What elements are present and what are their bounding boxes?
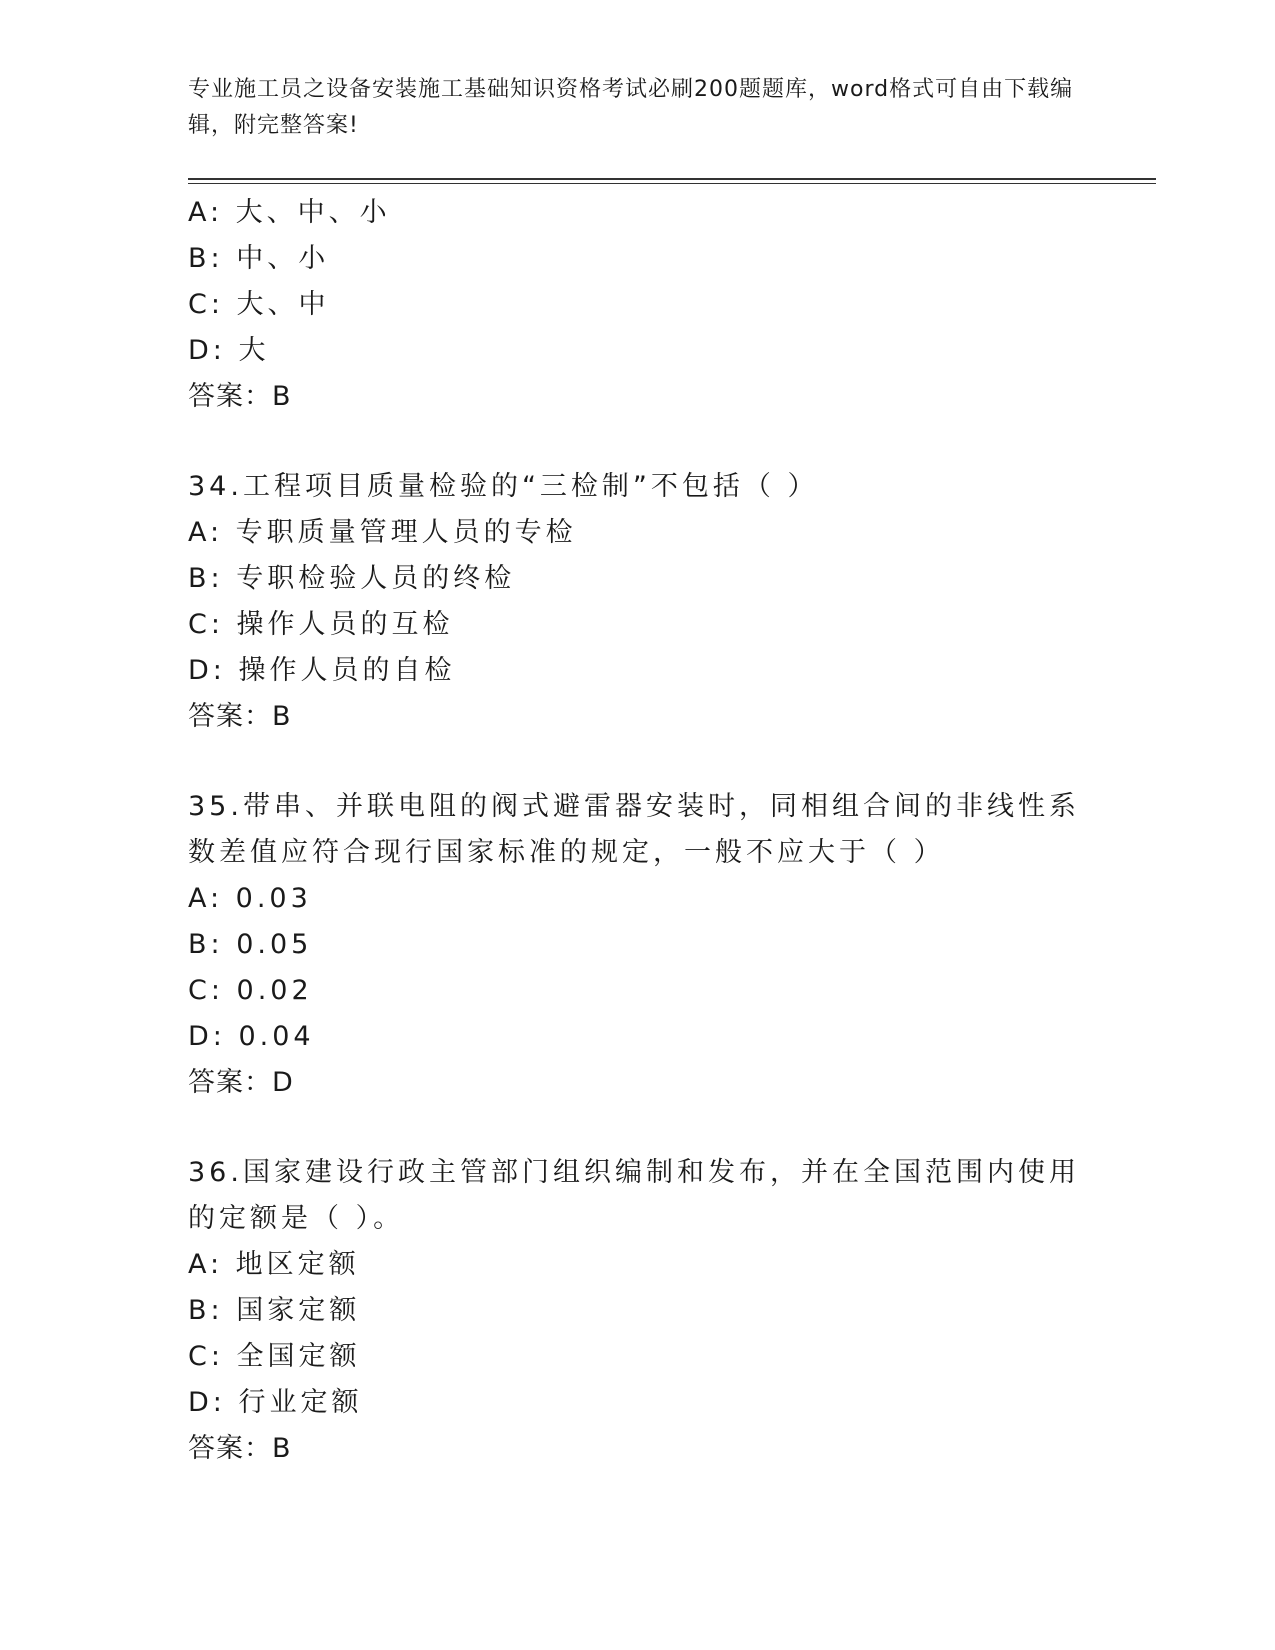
option-c: C: 0.02 bbox=[188, 975, 313, 1006]
option-a: A: 大、中、小 bbox=[188, 197, 391, 228]
option-d: D: 大 bbox=[188, 335, 270, 366]
question-35-block bbox=[188, 784, 1088, 1106]
question-content bbox=[188, 190, 1088, 1472]
question-text: 36.国家建设行政主管部门组织编制和发布，并在全国范围内使用的定额是（ ）。 bbox=[188, 1157, 1080, 1234]
question-text: 34.工程项目质量检验的“三检制”不包括（ ） bbox=[188, 471, 819, 502]
option-b: B: 0.05 bbox=[188, 929, 313, 960]
option-a: A: 专职质量管理人员的专检 bbox=[188, 517, 577, 548]
document-header: 专业施工员之设备安装施工基础知识资格考试必刷200题题库，word格式可自由下载编辑，附完整答案! bbox=[188, 77, 1074, 138]
option-a: A: 地区定额 bbox=[188, 1249, 360, 1280]
option-b: B: 专职检验人员的终检 bbox=[188, 563, 516, 594]
option-d: D: 0.04 bbox=[188, 1021, 315, 1052]
header-rule-thin bbox=[188, 183, 1156, 184]
question-text: 35.带串、并联电阻的阀式避雷器安装时，同相组合间的非线性系数差值应符合现行国家标准的规定，一般不应大于（ ） bbox=[188, 791, 1080, 868]
answer-line: 答案：B bbox=[188, 701, 292, 732]
option-c: C: 大、中 bbox=[188, 289, 330, 320]
option-b: B: 国家定额 bbox=[188, 1295, 361, 1326]
answer-line: 答案：B bbox=[188, 381, 292, 412]
option-d: D: 操作人员的自检 bbox=[188, 655, 456, 686]
header-rule-thick bbox=[188, 178, 1156, 180]
option-b: B: 中、小 bbox=[188, 243, 330, 274]
question-36-block bbox=[188, 1150, 1088, 1472]
option-c: C: 操作人员的互检 bbox=[188, 609, 454, 640]
option-d: D: 行业定额 bbox=[188, 1387, 363, 1418]
question-34-block bbox=[188, 464, 1088, 740]
question-33-block bbox=[188, 190, 1088, 420]
option-c: C: 全国定额 bbox=[188, 1341, 361, 1372]
answer-line: 答案：B bbox=[188, 1433, 292, 1464]
option-a: A: 0.03 bbox=[188, 883, 312, 914]
answer-line: 答案：D bbox=[188, 1067, 294, 1098]
